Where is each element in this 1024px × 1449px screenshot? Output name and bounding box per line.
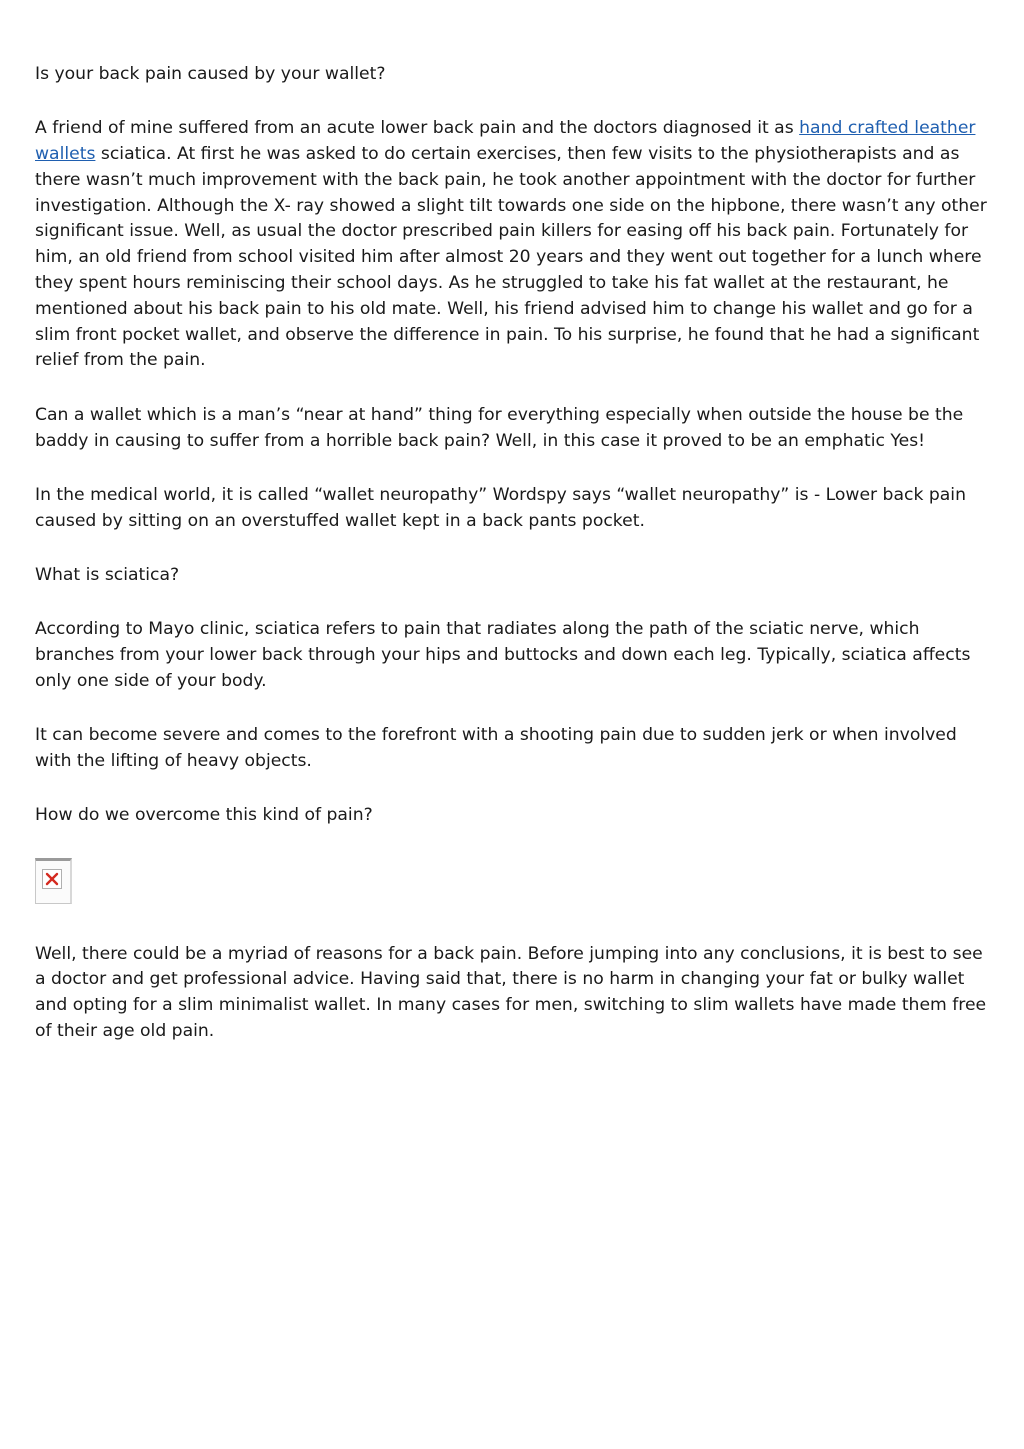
paragraph-wallet-neuropathy: In the medical world, it is called “wallet neuropathy” Wordspy says “wallet neuropathy” is - Lower back pain caused by sitting on an overstuffed wallet kept in a back pants pocket.: [35, 484, 966, 531]
red-x-icon: [45, 872, 59, 886]
paragraph-conclusion: Well, there could be a myriad of reasons for a back pain. Before jumping into any conclusions, it is best to see a doctor and get professional advice. Having said that, there is no harm in changing your fat or bulky wallet and opting for a slim minimalist wallet. In many cases for men, switching to slim wallets have made them free of their age old pain.: [35, 943, 987, 1041]
heading-what-is-sciatica: What is sciatica?: [35, 564, 180, 585]
broken-image-placeholder: [35, 858, 72, 904]
paragraph-friend-story-body: sciatica. At first he was asked to do certain exercises, then few visits to the physiotherapists and as there wasn’t much improvement with the back pain, he took another appointment with the doctor for further investigation. Although the X- ray showed a slight tilt towards one side on the hipbone, there wasn’t any other significant issue. Well, as usual the doctor prescribed pain killers for easing off his back pain. Fortunately for him, an old friend from school visited him after almost 20 years and they went out together for a lunch where they spent hours reminiscing their school days. As he struggled to take his fat wallet at the restaurant, he mentioned about his back pain to his old mate. Well, his friend advised him to change his wallet and go for a slim front pocket wallet, and observe the difference in pain. To his surprise, he found that he had a significant relief from the pain.: [35, 144, 987, 371]
paragraph-shooting-pain: It can become severe and comes to the forefront with a shooting pain due to sudden jerk or when involved with the lifting of heavy objects.: [35, 725, 957, 771]
broken-image-icon: [42, 869, 62, 889]
paragraph-friend-story-intro: A friend of mine suffered from an acute lower back pain and the doctors diagnosed it as: [35, 118, 800, 139]
paragraph-wallet-question: Can a wallet which is a man’s “near at hand” thing for everything especially when outside the house be the baddy in causing to suffer from a horrible back pain? Well, in this case it proved to be an emphatic Yes!: [35, 404, 964, 451]
hand-crafted-leather-wallets-link[interactable]: hand crafted leather wallets: [35, 118, 976, 165]
paragraph-mayo-clinic: According to Mayo clinic, sciatica refers to pain that radiates along the path of the sciatic nerve, which branches from your lower back through your hips and buttocks and down each leg. Typically, sciatica affects only one side of your body.: [35, 619, 971, 691]
article: [35, 62, 990, 1073]
heading-overcome-pain: How do we overcome this kind of pain?: [35, 805, 373, 826]
article-title: Is your back pain caused by your wallet?: [35, 64, 386, 84]
paragraph-friend-story: [35, 116, 990, 374]
